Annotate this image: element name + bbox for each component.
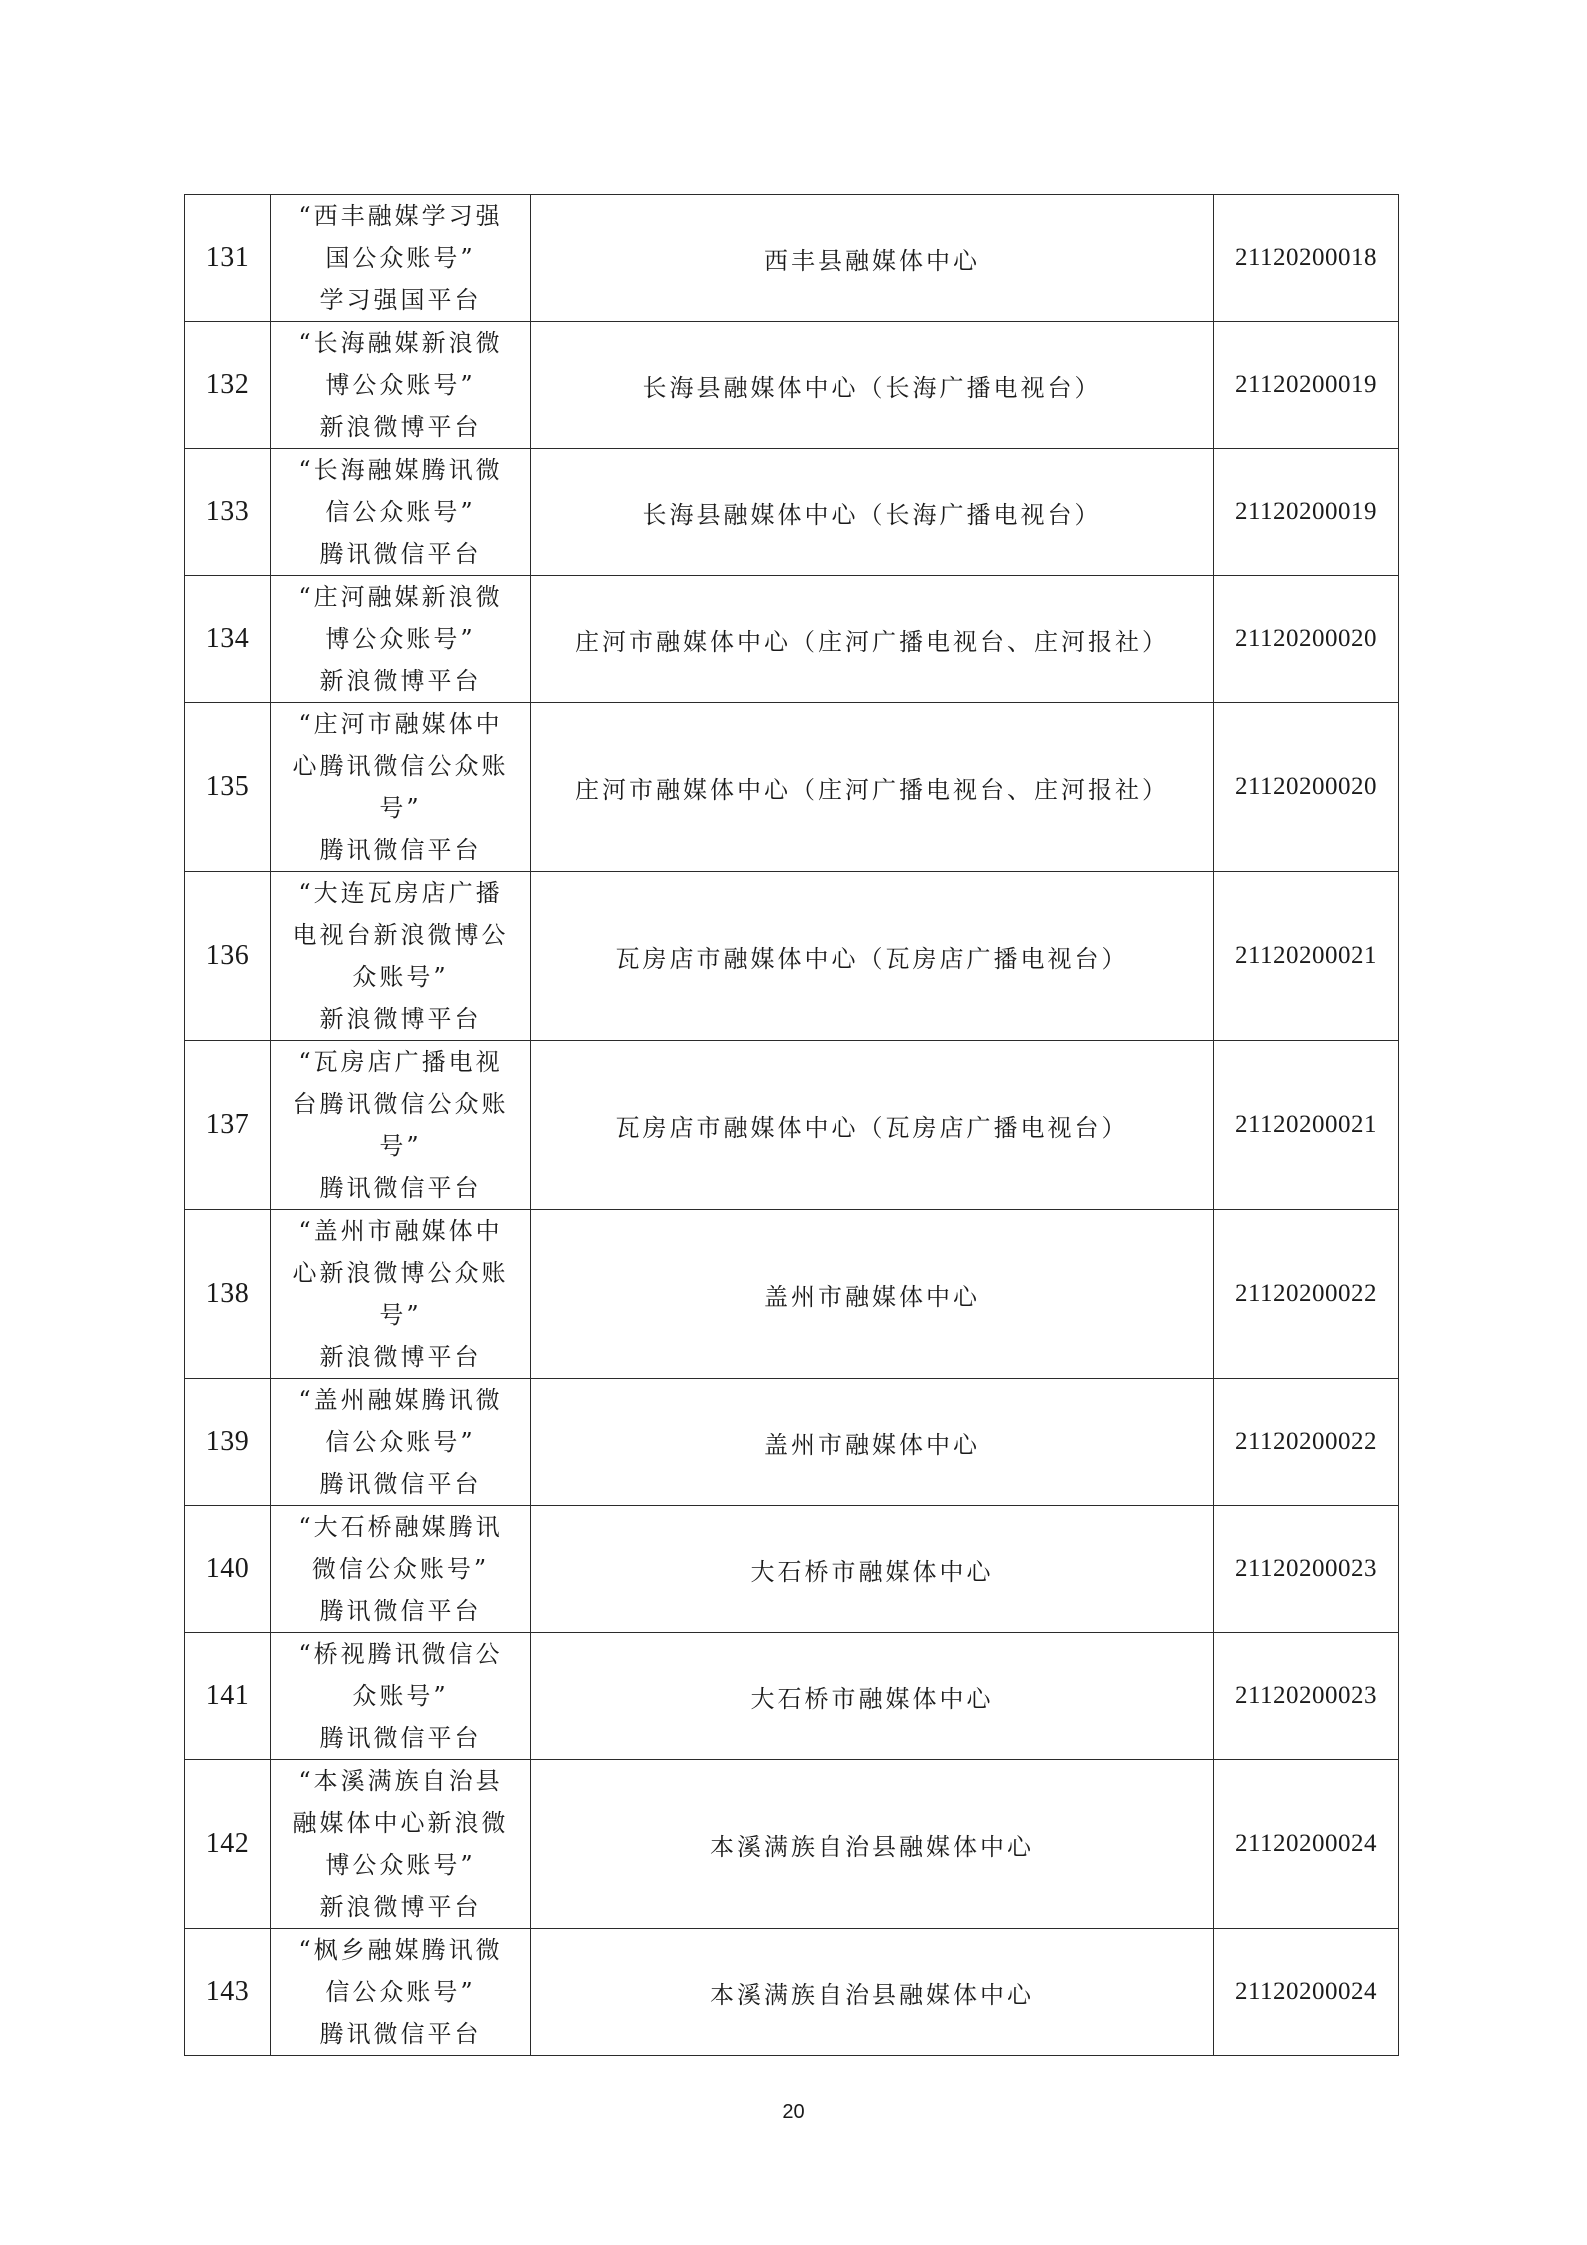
table-row xyxy=(185,1379,1399,1506)
organization-name: 大石桥市融媒体中心 xyxy=(531,1633,1214,1760)
account-name-line: 号” xyxy=(379,794,422,822)
license-code: 21120200024 xyxy=(1214,1760,1399,1929)
license-code: 21120200020 xyxy=(1214,703,1399,872)
license-code: 21120200018 xyxy=(1214,195,1399,322)
account-name-line: “长海融媒腾讯微 xyxy=(298,456,503,484)
account-name-line: 心新浪微博公众账 xyxy=(292,1259,509,1287)
account-name-line: 融媒体中心新浪微 xyxy=(292,1809,509,1837)
organization-name: 盖州市融媒体中心 xyxy=(531,1210,1214,1379)
account-name-line: 博公众账号” xyxy=(325,371,476,399)
license-code: 21120200020 xyxy=(1214,576,1399,703)
account-name-line: “西丰融媒学习强 xyxy=(298,202,503,230)
account-name-line: “庄河融媒新浪微 xyxy=(298,583,503,611)
license-code: 21120200022 xyxy=(1214,1210,1399,1379)
account-name-line: 信公众账号” xyxy=(325,1428,476,1456)
account-name-line: “庄河市融媒体中 xyxy=(298,710,503,738)
page-number: 20 xyxy=(782,2101,805,2123)
account-name xyxy=(271,1506,531,1633)
account-name-line: 信公众账号” xyxy=(325,1978,476,2006)
row-number: 140 xyxy=(185,1506,271,1633)
account-name-line: “盖州市融媒体中 xyxy=(298,1217,503,1245)
organization-name: 大石桥市融媒体中心 xyxy=(531,1506,1214,1633)
account-name xyxy=(271,195,531,322)
account-name-line: “桥视腾讯微信公 xyxy=(298,1640,503,1668)
registry-table xyxy=(184,194,1399,2056)
account-name xyxy=(271,1379,531,1506)
account-name xyxy=(271,1210,531,1379)
row-number: 137 xyxy=(185,1041,271,1210)
account-name-line: 微信公众账号” xyxy=(311,1555,490,1583)
account-name-line: “枫乡融媒腾讯微 xyxy=(298,1936,503,1964)
account-name-line: 博公众账号” xyxy=(325,1851,476,1879)
account-name-line: 众账号” xyxy=(352,963,449,991)
table-row xyxy=(185,449,1399,576)
organization-name: 瓦房店市融媒体中心（瓦房店广播电视台） xyxy=(531,1041,1214,1210)
table-row xyxy=(185,1210,1399,1379)
account-name-line: “本溪满族自治县 xyxy=(298,1767,503,1795)
license-code: 21120200019 xyxy=(1214,449,1399,576)
license-code: 21120200023 xyxy=(1214,1633,1399,1760)
row-number: 143 xyxy=(185,1929,271,2056)
table-row xyxy=(185,1041,1399,1210)
organization-name: 瓦房店市融媒体中心（瓦房店广播电视台） xyxy=(531,872,1214,1041)
account-name-line: 腾讯微信平台 xyxy=(319,2020,482,2048)
license-code: 21120200021 xyxy=(1214,872,1399,1041)
account-name xyxy=(271,576,531,703)
account-name-line: 国公众账号” xyxy=(325,244,476,272)
account-name-line: “长海融媒新浪微 xyxy=(298,329,503,357)
account-name-line: 心腾讯微信公众账 xyxy=(292,752,509,780)
row-number: 135 xyxy=(185,703,271,872)
account-name-line: 新浪微博平台 xyxy=(319,1893,482,1921)
account-name xyxy=(271,1633,531,1760)
account-name-line: 腾讯微信平台 xyxy=(319,1724,482,1752)
row-number: 132 xyxy=(185,322,271,449)
account-name-line: 新浪微博平台 xyxy=(319,667,482,695)
row-number: 136 xyxy=(185,872,271,1041)
row-number: 142 xyxy=(185,1760,271,1929)
organization-name: 本溪满族自治县融媒体中心 xyxy=(531,1760,1214,1929)
table-row xyxy=(185,1633,1399,1760)
account-name-line: 号” xyxy=(379,1132,422,1160)
account-name-line: 信公众账号” xyxy=(325,498,476,526)
account-name-line: 台腾讯微信公众账 xyxy=(292,1090,509,1118)
account-name-line: 新浪微博平台 xyxy=(319,1343,482,1371)
account-name-line: 号” xyxy=(379,1301,422,1329)
account-name-line: 新浪微博平台 xyxy=(319,1005,482,1033)
account-name-line: “瓦房店广播电视 xyxy=(298,1048,503,1076)
organization-name: 长海县融媒体中心（长海广播电视台） xyxy=(531,322,1214,449)
license-code: 21120200024 xyxy=(1214,1929,1399,2056)
organization-name: 庄河市融媒体中心（庄河广播电视台、庄河报社） xyxy=(531,703,1214,872)
row-number: 134 xyxy=(185,576,271,703)
table-row xyxy=(185,1929,1399,2056)
registry-table-body xyxy=(185,195,1399,2056)
row-number: 131 xyxy=(185,195,271,322)
account-name-line: 学习强国平台 xyxy=(319,286,482,314)
license-code: 21120200019 xyxy=(1214,322,1399,449)
account-name xyxy=(271,1929,531,2056)
account-name-line: “大连瓦房店广播 xyxy=(298,879,503,907)
account-name-line: 腾讯微信平台 xyxy=(319,836,482,864)
account-name xyxy=(271,322,531,449)
account-name xyxy=(271,1760,531,1929)
license-code: 21120200021 xyxy=(1214,1041,1399,1210)
organization-name: 西丰县融媒体中心 xyxy=(531,195,1214,322)
table-row xyxy=(185,322,1399,449)
account-name xyxy=(271,872,531,1041)
organization-name: 长海县融媒体中心（长海广播电视台） xyxy=(531,449,1214,576)
table-row xyxy=(185,576,1399,703)
account-name xyxy=(271,449,531,576)
row-number: 141 xyxy=(185,1633,271,1760)
account-name-line: 腾讯微信平台 xyxy=(319,540,482,568)
account-name-line: 腾讯微信平台 xyxy=(319,1597,482,1625)
account-name xyxy=(271,703,531,872)
row-number: 138 xyxy=(185,1210,271,1379)
table-row xyxy=(185,1506,1399,1633)
license-code: 21120200022 xyxy=(1214,1379,1399,1506)
table-row xyxy=(185,703,1399,872)
account-name xyxy=(271,1041,531,1210)
organization-name: 本溪满族自治县融媒体中心 xyxy=(531,1929,1214,2056)
organization-name: 盖州市融媒体中心 xyxy=(531,1379,1214,1506)
account-name-line: “大石桥融媒腾讯 xyxy=(298,1513,503,1541)
row-number: 139 xyxy=(185,1379,271,1506)
account-name-line: “盖州融媒腾讯微 xyxy=(298,1386,503,1414)
organization-name: 庄河市融媒体中心（庄河广播电视台、庄河报社） xyxy=(531,576,1214,703)
table-row xyxy=(185,872,1399,1041)
table-row xyxy=(185,1760,1399,1929)
account-name-line: 电视台新浪微博公 xyxy=(292,921,509,949)
account-name-line: 腾讯微信平台 xyxy=(319,1174,482,1202)
account-name-line: 腾讯微信平台 xyxy=(319,1470,482,1498)
account-name-line: 博公众账号” xyxy=(325,625,476,653)
account-name-line: 新浪微博平台 xyxy=(319,413,482,441)
license-code: 21120200023 xyxy=(1214,1506,1399,1633)
table-row xyxy=(185,195,1399,322)
row-number: 133 xyxy=(185,449,271,576)
account-name-line: 众账号” xyxy=(352,1682,449,1710)
